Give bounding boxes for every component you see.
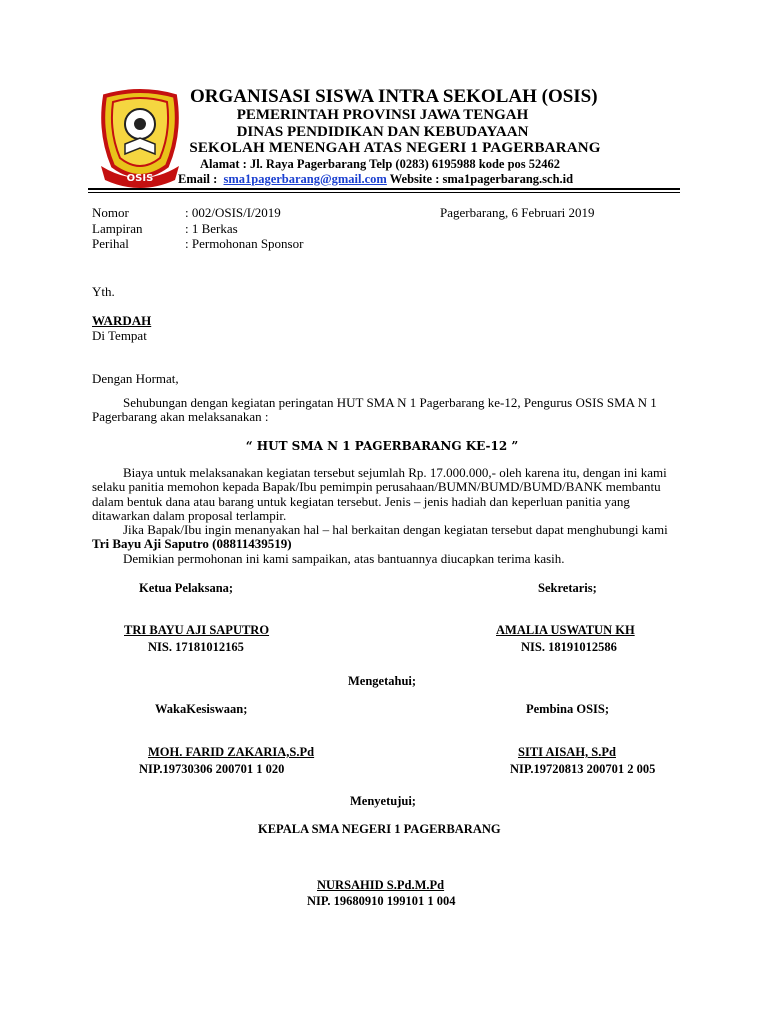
mengetahui: Mengetahui;	[348, 674, 417, 688]
menyetujui: Menyetujui;	[350, 794, 416, 808]
waka-title: WakaKesiswaan;	[155, 702, 248, 716]
ketua-nis: NIS. 17181012165	[148, 640, 244, 654]
kepala-nip: NIP. 19680910 199101 1 004	[307, 894, 456, 908]
nomor-label: Nomor	[92, 205, 129, 220]
header-contact	[178, 172, 573, 187]
sekretaris-name: AMALIA USWATUN KH	[496, 623, 635, 637]
header-line-2: DINAS PENDIDIKAN DAN KEBUDAYAAN	[236, 124, 529, 140]
place-date: Pagerbarang, 6 Februari 2019	[440, 205, 595, 220]
header-line-1: PEMERINTAH PROVINSI JAWA TENGAH	[236, 107, 529, 123]
paragraph-3-text: Jika Bapak/Ibu ingin menanyakan hal – hal berkaitan dengan kegiatan tersebut dapat menghubungi kami	[123, 522, 668, 537]
greeting: Dengan Hormat,	[92, 371, 179, 386]
perihal-label: Perihal	[92, 236, 129, 251]
contact-person: Tri Bayu Aji Saputro (08811439519)	[92, 536, 292, 552]
paragraph-4: Demikian permohonan ini kami sampaikan, atas bantuannya diucapkan terima kasih.	[123, 551, 565, 566]
kepala-name: NURSAHID S.Pd.M.Pd	[317, 878, 445, 892]
website-value: sma1pagerbarang.sch.id	[442, 172, 574, 186]
waka-name: MOH. FARID ZAKARIA,S.Pd	[148, 745, 315, 759]
email-label: Email :	[178, 172, 218, 186]
header-rule-thin	[88, 192, 680, 193]
ketua-name: TRI BAYU AJI SAPUTRO	[124, 623, 270, 637]
pembina-title: Pembina OSIS;	[526, 702, 610, 716]
perihal-value: : Permohonan Sponsor	[185, 236, 304, 251]
paragraph-2: Biaya untuk melaksanakan kegiatan tersebut sejumlah Rp. 17.000.000,- oleh karena itu, dengan ini kami selaku panitia memohon kepada Bapak/Ibu pemimpin perusahaan/BUMN/BUMD/BUMD/BANK membantu dalam bentuk dana atau barang untuk kegiatan tersebut. Jenis – jenis hadiah dan keperluan panitia yang ditawarkan dalam proposal terlampir.	[92, 465, 667, 524]
website-label: Website :	[389, 172, 440, 186]
kepala-title: KEPALA SMA NEGERI 1 PAGERBARANG	[258, 822, 501, 836]
paragraph-1: Sehubungan dengan kegiatan peringatan HUT SMA N 1 Pagerbarang ke-12, Pengurus OSIS SMA N 1 Pagerbarang akan melaksanakan :	[92, 395, 657, 425]
yth: Yth.	[92, 284, 115, 299]
svg-text:OSIS: OSIS	[126, 173, 154, 184]
nomor-value: : 002/OSIS/I/2019	[185, 205, 281, 220]
sekretaris-nis: NIS. 18191012586	[521, 640, 617, 654]
pembina-nip: NIP.19720813 200701 2 005	[510, 762, 656, 776]
waka-nip: NIP.19730306 200701 1 020	[139, 762, 285, 776]
paragraph-3	[92, 523, 672, 552]
lampiran-label: Lampiran	[92, 221, 143, 236]
sekretaris-title: Sekretaris;	[538, 581, 597, 595]
header-rule-thick	[88, 188, 680, 190]
org-title: ORGANISASI SISWA INTRA SEKOLAH (OSIS)	[190, 86, 598, 107]
header-line-3: SEKOLAH MENENGAH ATAS NEGERI 1 PAGERBARANG	[189, 140, 601, 156]
lampiran-value: : 1 Berkas	[185, 221, 238, 236]
osis-logo-icon	[95, 88, 185, 190]
event-title: “ HUT SMA N 1 PAGERBARANG KE-12 ”	[245, 439, 519, 453]
header-address: Alamat : Jl. Raya Pagerbarang Telp (0283) 6195988 kode pos 52462	[199, 157, 561, 171]
pembina-name: SITI AISAH, S.Pd	[518, 745, 616, 759]
email-link[interactable]: sma1pagerbarang@gmail.com	[223, 172, 387, 186]
recipient-place: Di Tempat	[92, 328, 147, 343]
ketua-title: Ketua Pelaksana;	[139, 581, 234, 595]
recipient-name: WARDAH	[92, 313, 152, 328]
